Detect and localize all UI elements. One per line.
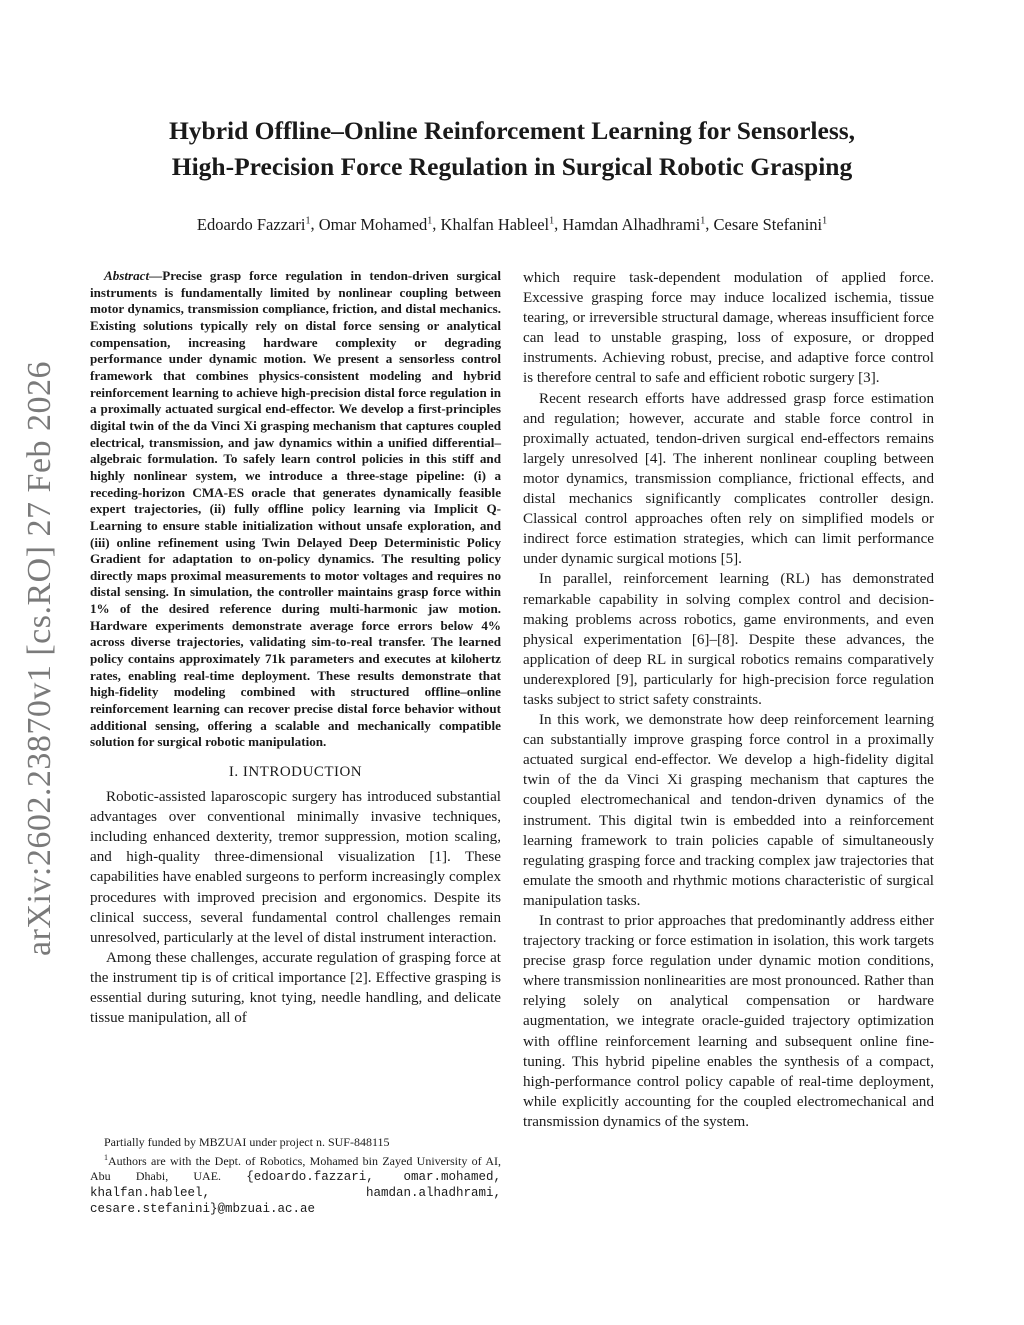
- paragraph: In this work, we demonstrate how deep reinforcement learning can substantially improve grasping force control in a proximally actuated surgical end-effector. We develop a high-fidelity digital twin of the da Vinci Xi grasping mechanism that captures the coupled electromechanical and tendon-driven dynamics of the instrument. This digital twin is embedded into a reinforcement learning framework to train policies capable of simultaneously regulating grasping force and tracking complex jaw trajectories that emulate the smooth and rhythmic motions characteristic of surgical manipulation tasks.: [523, 712, 934, 909]
- abstract-label: Abstract—: [104, 268, 163, 283]
- paragraph: Among these challenges, accurate regulation of grasping force at the instrument tip is of critical importance [2]. Effective grasping is essential during suturing, knot tying, needle handling, and delicate tissue manipulation, all of: [90, 949, 501, 1027]
- author: Khalfan Hableel$^1$: [440, 214, 555, 234]
- author: Hamdan Alhadhrami$^1$: [562, 214, 706, 234]
- footnotes: [90, 1135, 501, 1217]
- paragraph: which require task-dependent modulation of applied force. Excessive grasping force may induce localized ischemia, tissue tearing, or irreversible structural damage, whereas insufficient force can lead to unstable grasping, loss of exposure, or dropped instruments. Achieving robust, precise, and adaptive force control is therefore central to safe and efficient robotic surgery [3].: [523, 270, 934, 387]
- author: Edoardo Fazzari$^1$: [196, 214, 311, 234]
- paragraph: Recent research efforts have addressed grasp force estimation and regulation; however, accurate and stable force control in proximally actuated, tendon-driven surgical end-effectors remains largely unresolved [4]. The inherent nonlinear coupling between motor dynamics, transmission compliance, frictional effects, and distal mechanics significantly complicates controller design. Classical control approaches often rely on simplified models or indirect force estimation strategies, which can limit performance under dynamic surgical motions [5].: [523, 390, 934, 568]
- paragraph: Robotic-assisted laparoscopic surgery has introduced substantial advantages over conventional minimally invasive techniques, including enhanced dexterity, tremor suppression, motion scaling, and high-quality three-dimensional visualization [1]. These capabilities have enabled surgeons to perform increasingly complex procedures with improved precision and ergonomics. Despite its clinical success, several fundamental control challenges remain unresolved, particularly at the level of distal instrument interaction.: [90, 789, 501, 946]
- left-column: [90, 268, 501, 1028]
- right-column: [523, 268, 934, 1132]
- title-line-2: High-Precision Force Regulation in Surgical Robotic Grasping: [171, 152, 853, 181]
- paper-title: [110, 113, 914, 185]
- paragraph: In contrast to prior approaches that predominantly address either trajectory tracking or force estimation in isolation, this work targets precise grasp force regulation under dynamic motion conditions, where transmission nonlinearities are most pronounced. Rather than relying solely on analytical compensation or hardware augmentation, we integrate oracle-guided trajectory optimization with offline reinforcement learning and subsequent online fine-tuning. This hybrid pipeline enables the synthesis of a compact, high-performance control policy capable of real-time deployment, while explicitly accounting for the coupled electromechanical and transmission dynamics of the system.: [523, 913, 934, 1130]
- abstract: [90, 268, 501, 751]
- paragraph: In parallel, reinforcement learning (RL) has demonstrated remarkable capability in solving complex control and decision-making problems across robotics, game environments, and even physical experimentation [6]–[8]. Despite these advances, the application of deep RL in surgical robotics remains comparatively underexplored [9], particularly for high-precision force regulation tasks subject to strict safety constraints.: [523, 571, 934, 708]
- title-line-1: Hybrid Offline–Online Reinforcement Learning for Sensorless,: [168, 116, 856, 145]
- arxiv-identifier: arXiv:2602.23870v1 [cs.RO] 27 Feb 2026: [21, 360, 58, 956]
- abstract-text: Precise grasp force regulation in tendon-driven surgical instruments is fundamentally limited by nonlinear coupling between motor dynamics, transmission compliance, friction, and distal mechanics. Existing solutions typically rely on distal force sensing or analytical compensation, increasing hardware complexity or degrading performance under dynamic motion. We present a sensorless control framework that combines physics-consistent modeling and hybrid reinforcement learning to achieve high-precision distal force regulation in a proximally actuated surgical end-effector. We develop a first-principles digital twin of the da Vinci Xi grasping mechanism that captures coupled electrical, transmission, and jaw dynamics within a unified differential–algebraic formulation. To safely learn control policies in this stiff and highly nonlinear system, we introduce a three-stage pipeline: (i) a receding-horizon CMA-ES oracle that generates dynamically feasible expert trajectories, (ii) fully offline policy learning via Implicit Q-Learning to ensure stable initialization without unsafe exploration, and (iii) online refinement using Twin Delayed Deep Deterministic Policy Gradient for adaptation to on-policy dynamics. The resulting policy directly maps proximal measurements to motor voltages and requires no distal sensing. In simulation, the controller maintains grasp force within 1% of the desired reference during multi-harmonic jaw motion. Hardware experiments demonstrate average force errors below 4% across diverse trajectories, validating sim-to-real transfer. The learned policy contains approximately 71k parameters and executes at kilohertz rates, enabling real-time deployment. These results demonstrate that high-fidelity modeling combined with structured offline–online reinforcement learning can recover precise distal force behavior without additional sensing, offering a scalable and mechanically compatible solution for surgical robotic manipulation.: [90, 268, 501, 750]
- author-list: Edoardo Fazzari$^1$, Omar Mohamed$^1$, Khalfan Hableel$^1$, Hamdan Alhadhrami$^1$, Cesare Stefanini$^1$: [196, 214, 828, 234]
- author: Cesare Stefanini$^1$: [713, 214, 828, 234]
- author: Omar Mohamed$^1$: [318, 214, 433, 234]
- section-heading-introduction: I. INTRODUCTION: [228, 764, 363, 781]
- author-emails: {edoardo.fazzari, omar.mohamed, khalfan.hableel, hamdan.alhadhrami, cesare.stefanini}@mbzuai.ac.ae: [90, 1170, 502, 1216]
- footnote-affiliation: $^1$Authors are with the Dept. of Robotics, Mohamed bin Zayed University of AI, Abu Dhabi, UAE. {edoardo.fazzari, omar.mohamed, khalfan.hableel, hamdan.alhadhrami, cesare.stefanini}@mbzuai.ac.ae: [90, 1153, 502, 1216]
- footnote-funding: Partially funded by MBZUAI under project n. SUF-848115: [104, 1135, 390, 1149]
